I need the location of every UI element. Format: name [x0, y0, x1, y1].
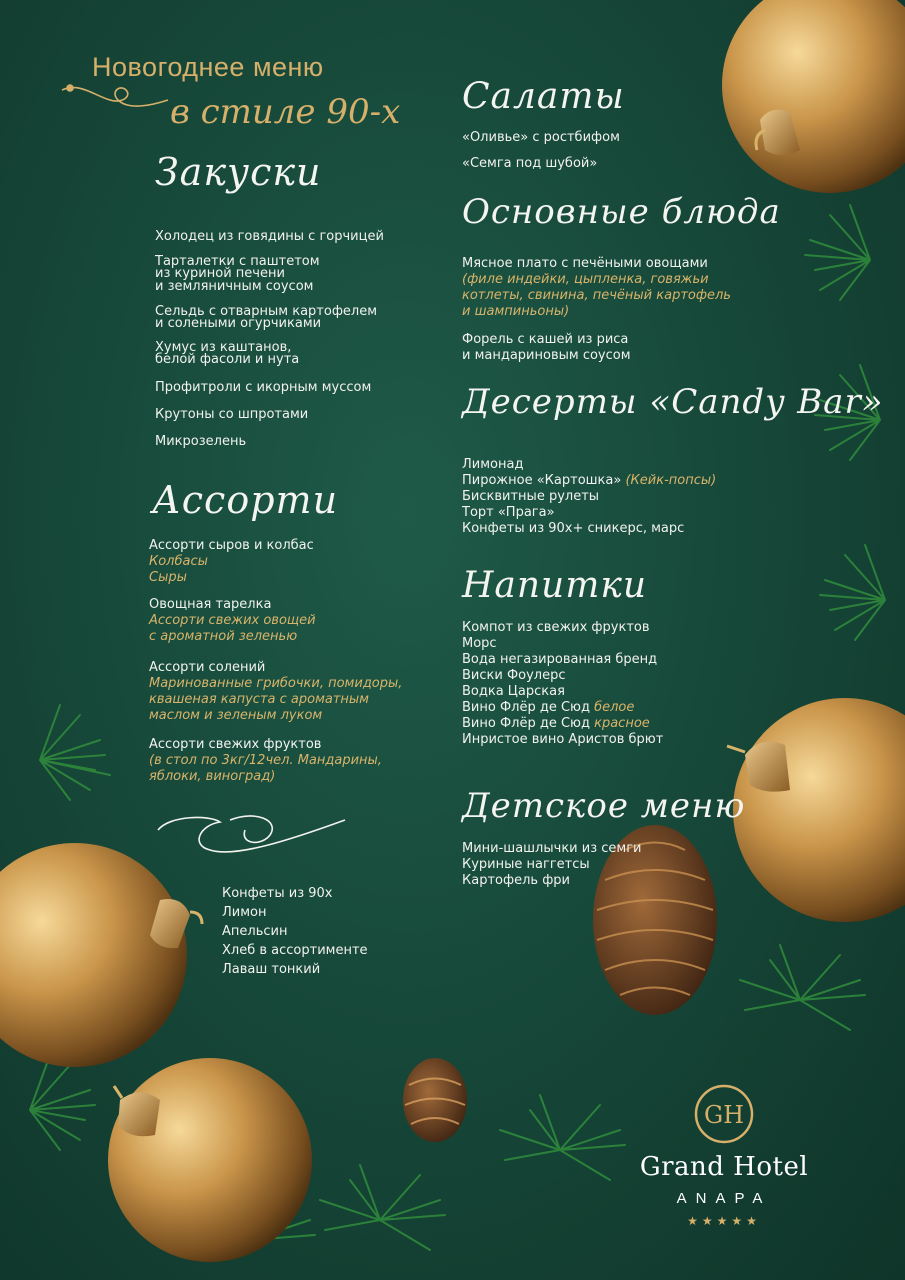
list-item: Мини-шашлычки из семги — [462, 841, 642, 856]
list-item: Вино Флёр де Сюд белое — [462, 700, 635, 715]
section-title-osnovnye: Основные блюда — [462, 192, 781, 232]
extras-flourish — [158, 816, 345, 852]
osnovnye-list — [462, 256, 731, 364]
section-title-zakuski: Закуски — [155, 150, 322, 194]
pine-cone-small — [403, 1058, 467, 1142]
logo-stars: ★★★★★ — [687, 1214, 761, 1228]
list-item: Вино Флёр де Сюд красное — [462, 716, 650, 731]
list-item: Куриные наггетсы — [462, 857, 590, 872]
extras-list — [222, 884, 368, 979]
logo-city: ANAPA — [676, 1190, 772, 1207]
list-item: Бисквитные рулеты — [462, 489, 600, 504]
list-item: Конфеты из 90х+ сникерс, марс — [462, 521, 685, 536]
section-title-napitki: Напитки — [462, 565, 648, 606]
list-item: «Семга под шубой» — [462, 156, 598, 171]
list-item: «Оливье» с ростбифом — [462, 130, 620, 145]
logo-monogram-text: GH — [703, 1101, 745, 1129]
logo-name: Grand Hotel — [639, 1152, 809, 1182]
ornament-top-right — [722, 0, 905, 193]
list-item: Крутоны со шпротами — [155, 407, 309, 422]
detskoe-list — [462, 841, 641, 889]
section-title-salaty: Салаты — [462, 76, 625, 117]
list-item: Компот из свежих фруктов — [462, 620, 650, 635]
list-item: Ассорти сыров и колбас Колбасы Сыры — [149, 538, 314, 585]
list-item: Овощная тарелка Ассорти свежих овощей с ароматной зеленью — [149, 597, 316, 644]
ornament-bottom-left — [108, 1058, 312, 1262]
logo-monogram — [693, 1083, 755, 1145]
list-item: Микрозелень — [155, 434, 247, 449]
title-flourish — [62, 85, 168, 106]
list-item: Апельсин — [222, 924, 288, 939]
list-item: Хлеб в ассортименте — [222, 943, 368, 958]
list-item: Мясное плато с печёными овощами (филе индейки, цыпленка, говяжьи котлеты, свинина, печёный картофель и шампиньоны) — [462, 256, 731, 319]
list-item: Конфеты из 90х — [222, 886, 333, 901]
ornament-left — [0, 843, 202, 1067]
list-item: Профитроли с икорным муссом — [155, 380, 372, 395]
menu-subtitle: в стиле 90-х — [170, 92, 401, 132]
salaty-list — [462, 130, 620, 172]
list-item: Ассорти солений Маринованные грибочки, помидоры, квашеная капуста с ароматным маслом и зеленым луком — [149, 660, 403, 723]
list-item: Водка Царская — [462, 684, 565, 699]
list-item: Ассорти свежих фруктов (в стол по 3кг/12чел. Мандарины, яблоки, виноград) — [149, 737, 382, 784]
ornament-right — [727, 698, 905, 922]
list-item: Пирожное «Картошка» (Кейк-попсы) — [462, 473, 717, 488]
list-item: Форель с кашей из риса и мандариновым соусом — [462, 332, 631, 363]
section-title-deserty: Десерты «Candy Bar» — [462, 382, 884, 422]
list-item: Лимонад — [462, 457, 524, 472]
list-item: Вода негазированная бренд — [462, 652, 658, 667]
list-item: Холодец из говядины с горчицей — [155, 229, 384, 244]
list-item: Лаваш тонкий — [222, 962, 321, 977]
list-item: Картофель фри — [462, 873, 571, 888]
list-item: Тарталетки с паштетом из куриной печени и земляничным соусом — [155, 254, 320, 294]
section-title-detskoe: Детское меню — [462, 786, 746, 826]
list-item: Сельдь с отварным картофелем и солеными огурчиками — [155, 304, 378, 331]
assorti-list — [149, 538, 402, 785]
menu-title: Новогоднее меню — [92, 52, 324, 82]
list-item: Инристое вино Аристов брют — [462, 732, 664, 747]
napitki-list — [462, 620, 663, 748]
list-item: Хумус из каштанов, белой фасоли и нута — [155, 340, 300, 367]
list-item: Морс — [462, 636, 497, 651]
list-item: Лимон — [222, 905, 267, 920]
deserty-list — [462, 457, 716, 537]
section-title-assorti: Ассорти — [152, 478, 339, 522]
list-item: Торт «Прага» — [462, 505, 555, 520]
list-item: Виски Фоулерс — [462, 668, 566, 683]
zakuski-list — [155, 229, 384, 450]
